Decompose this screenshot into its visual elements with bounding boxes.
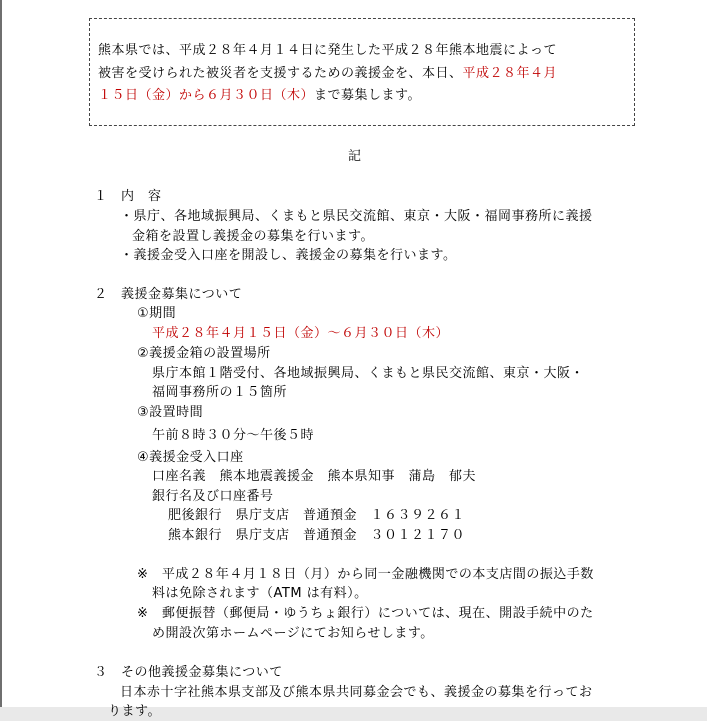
notice-date-range: １５日（金）から６月３０日（木）	[98, 88, 315, 103]
bank-account-higo: 肥後銀行 県庁支店 普通預金 １６３９２６１	[168, 508, 466, 523]
section3-heading: ３ その他義援金募集について	[94, 665, 283, 680]
notice-line-3-text: まで募集します。	[314, 88, 421, 103]
bank-account-kumamoto: 熊本銀行 県庁支店 普通預金 ３０１２１７０	[168, 528, 466, 543]
place-value-b: 福岡事務所の１５箇所	[152, 385, 288, 400]
notice-line-3	[98, 87, 421, 105]
place-value-a: 県庁本館１階受付、各地域振興局、くまもと県民交流館、東京・大阪・	[152, 366, 585, 381]
account-label: ④義援金受入口座	[137, 450, 244, 465]
notice-date-start: 平成２８年４月	[462, 66, 558, 81]
note2-b: め開設次第ホームページにてお知らせします。	[152, 626, 434, 641]
note2-a: ※ 郵便振替（郵便局・ゆうちょ銀行）については、現在、開設手続中のた	[137, 606, 594, 621]
notice-line-2-text: 被害を受けられた被災者を支援するための義援金を、本日、	[98, 66, 463, 81]
section3-body-a: 日本赤十字社熊本県支部及び熊本県共同募金会でも、義援金の募集を行ってお	[120, 685, 593, 700]
note1-b: 料は免除されます（ATM は有料）。	[152, 586, 368, 601]
bank-heading: 銀行名及び口座番号	[152, 489, 274, 504]
section1-bullet1-a: ・県庁、各地域振興局、くまもと県民交流館、東京・大阪・福岡事務所に義援	[120, 209, 593, 224]
section3-body-b: ります。	[108, 704, 161, 719]
notice-line-2	[98, 65, 557, 83]
section1-bullet2: ・義援金受入口座を開設し、義援金の募集を行います。	[120, 248, 457, 263]
time-value: 午前８時３０分～午後５時	[152, 428, 315, 443]
period-label: ①期間	[137, 306, 177, 321]
ki-mark: 記	[347, 149, 361, 164]
notice-line-1: 熊本県では、平成２８年４月１４日に発生した平成２８年熊本地震によって	[98, 43, 558, 58]
section2-heading: ２ 義援金募集について	[94, 287, 243, 302]
section1-heading: １ 内 容	[94, 189, 162, 204]
place-label: ②義援金箱の設置場所	[137, 346, 271, 361]
period-value: 平成２８年４月１５日（金）～６月３０日（木）	[152, 326, 450, 341]
account-name: 口座名義 熊本地震義援金 熊本県知事 蒲島 郁夫	[152, 469, 477, 484]
note1-a: ※ 平成２８年４月１８日（月）から同一金融機関での本支店間の振込手数	[137, 567, 594, 582]
time-label: ③設置時間	[137, 405, 204, 420]
section1-bullet1-b: 金箱を設置し義援金の募集を行います。	[132, 229, 374, 244]
